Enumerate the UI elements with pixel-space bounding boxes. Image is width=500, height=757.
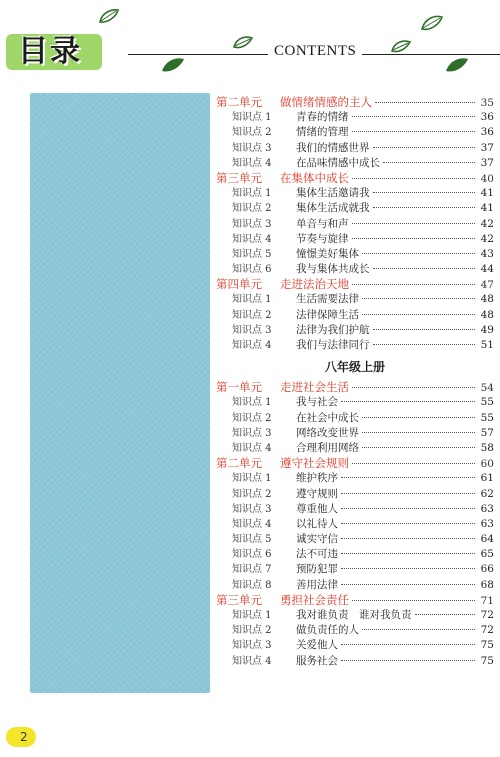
page-number: 2 bbox=[6, 727, 36, 747]
dot-leader bbox=[352, 223, 476, 224]
page-ref: 47 bbox=[480, 279, 494, 292]
decorative-panel bbox=[30, 93, 210, 693]
toc-item-row[interactable] bbox=[216, 232, 494, 247]
dot-leader bbox=[375, 102, 475, 103]
unit-label: 第三单元 bbox=[216, 592, 262, 607]
knowledge-point-title: 法律保障生活 bbox=[296, 308, 359, 321]
dot-leader bbox=[352, 131, 476, 132]
knowledge-point-title: 集体生活成就我 bbox=[296, 202, 370, 215]
dot-leader bbox=[341, 523, 475, 524]
toc-item-row[interactable] bbox=[216, 638, 494, 653]
knowledge-point-title: 关爱他人 bbox=[296, 639, 338, 652]
knowledge-point-title: 法不可违 bbox=[296, 548, 338, 561]
toc-item-row[interactable] bbox=[216, 217, 494, 232]
knowledge-point-title: 憧憬美好集体 bbox=[296, 247, 359, 260]
page-ref: 43 bbox=[480, 247, 494, 260]
dot-leader bbox=[383, 162, 475, 163]
page-ref: 36 bbox=[480, 111, 494, 124]
page-ref: 40 bbox=[480, 172, 494, 185]
knowledge-point-label: 知识点 3 bbox=[232, 142, 272, 154]
page-ref: 35 bbox=[480, 97, 494, 109]
dot-leader bbox=[373, 268, 476, 269]
page-title: 目录 bbox=[18, 34, 82, 69]
dot-leader bbox=[341, 493, 475, 494]
unit-title: 勇担社会责任 bbox=[280, 592, 349, 607]
unit-title: 在集体中成长 bbox=[280, 170, 349, 185]
knowledge-point-label: 知识点 1 bbox=[232, 397, 272, 409]
knowledge-point-label: 知识点 4 bbox=[232, 518, 272, 530]
unit-label: 第四单元 bbox=[216, 277, 262, 292]
knowledge-point-title: 情绪的管理 bbox=[296, 126, 349, 139]
page-ref: 68 bbox=[480, 578, 494, 591]
toc-item-row[interactable] bbox=[216, 487, 494, 502]
page-ref: 60 bbox=[480, 458, 494, 471]
toc-item-row[interactable] bbox=[216, 292, 494, 307]
knowledge-point-label: 知识点 8 bbox=[232, 579, 272, 591]
knowledge-point-title: 在品味情感中成长 bbox=[296, 156, 380, 169]
knowledge-point-label: 知识点 3 bbox=[232, 324, 272, 336]
knowledge-point-title: 遵守规则 bbox=[296, 487, 338, 500]
page-ref: 55 bbox=[480, 396, 494, 409]
knowledge-point-title: 以礼待人 bbox=[296, 517, 338, 530]
knowledge-point-title: 网络改变世界 bbox=[296, 426, 359, 439]
page-ref: 44 bbox=[480, 263, 494, 276]
knowledge-point-title: 我们的情感世界 bbox=[296, 141, 370, 154]
unit-title: 遵守社会规则 bbox=[280, 456, 349, 471]
dot-leader bbox=[415, 614, 476, 615]
knowledge-point-title: 法律为我们护航 bbox=[296, 323, 370, 336]
toc-item-row[interactable] bbox=[216, 623, 494, 638]
knowledge-point-title: 单音与和声 bbox=[296, 217, 349, 230]
unit-label: 第二单元 bbox=[216, 456, 262, 471]
knowledge-point-label: 知识点 4 bbox=[232, 442, 272, 454]
knowledge-point-label: 知识点 2 bbox=[232, 412, 272, 424]
leaf-icon bbox=[390, 38, 412, 54]
toc-unit-row[interactable] bbox=[216, 593, 494, 608]
dot-leader bbox=[362, 447, 475, 448]
page-ref: 37 bbox=[480, 141, 494, 154]
knowledge-point-label: 知识点 4 bbox=[232, 157, 272, 169]
page-ref: 71 bbox=[480, 594, 494, 607]
knowledge-point-title: 集体生活邀请我 bbox=[296, 187, 370, 200]
page-ref: 63 bbox=[480, 517, 494, 530]
grade-heading: 八年级上册 bbox=[324, 360, 385, 375]
page-ref: 62 bbox=[480, 487, 494, 500]
page-ref: 72 bbox=[480, 624, 494, 637]
page-ref: 66 bbox=[480, 563, 494, 576]
toc-unit-row[interactable] bbox=[216, 277, 494, 292]
dot-leader bbox=[362, 417, 475, 418]
toc-unit-row[interactable] bbox=[216, 380, 494, 395]
dot-leader bbox=[362, 253, 475, 254]
knowledge-point-label: 知识点 3 bbox=[232, 503, 272, 515]
dot-leader bbox=[373, 192, 476, 193]
knowledge-point-title: 预防犯罪 bbox=[296, 563, 338, 576]
leaf-icon bbox=[232, 34, 254, 50]
toc-item-row[interactable] bbox=[216, 654, 494, 669]
unit-label: 第二单元 bbox=[216, 95, 262, 109]
knowledge-point-title: 做负责任的人 bbox=[296, 624, 359, 637]
unit-title: 走进法治天地 bbox=[280, 277, 349, 292]
dot-leader bbox=[341, 508, 475, 509]
toc-item-row[interactable] bbox=[216, 441, 494, 456]
toc-item-row[interactable] bbox=[216, 141, 494, 156]
dot-leader bbox=[362, 314, 475, 315]
dot-leader bbox=[373, 344, 476, 345]
toc-unit-row[interactable] bbox=[216, 456, 494, 471]
toc-item-row[interactable] bbox=[216, 186, 494, 201]
knowledge-point-label: 知识点 6 bbox=[232, 549, 272, 561]
knowledge-point-title: 节奏与旋律 bbox=[296, 232, 349, 245]
page-ref: 63 bbox=[480, 502, 494, 515]
knowledge-point-label: 知识点 3 bbox=[232, 218, 272, 230]
toc-item-row[interactable] bbox=[216, 411, 494, 426]
knowledge-point-title: 善用法律 bbox=[296, 578, 338, 591]
knowledge-point-label: 知识点 2 bbox=[232, 309, 272, 321]
toc-item-row[interactable] bbox=[216, 471, 494, 486]
knowledge-point-label: 知识点 1 bbox=[232, 473, 272, 485]
knowledge-point-title: 合理利用网络 bbox=[296, 441, 359, 454]
dot-leader bbox=[341, 401, 475, 402]
page-ref: 42 bbox=[480, 217, 494, 230]
knowledge-point-label: 知识点 1 bbox=[232, 294, 272, 306]
dot-leader bbox=[362, 298, 475, 299]
toc-item-row[interactable] bbox=[216, 395, 494, 410]
dot-leader bbox=[352, 463, 475, 464]
unit-label: 第一单元 bbox=[216, 380, 262, 395]
page-ref: 41 bbox=[480, 202, 494, 215]
page-ref: 36 bbox=[480, 126, 494, 139]
dot-leader bbox=[373, 147, 476, 148]
toc-item-row[interactable] bbox=[216, 247, 494, 262]
leaf-icon bbox=[444, 56, 470, 74]
knowledge-point-label: 知识点 6 bbox=[232, 264, 272, 276]
leaf-icon bbox=[160, 56, 186, 74]
page-ref: 55 bbox=[480, 411, 494, 424]
dot-leader bbox=[373, 329, 476, 330]
knowledge-point-label: 知识点 2 bbox=[232, 203, 272, 215]
toc-item-row[interactable] bbox=[216, 532, 494, 547]
dot-leader bbox=[362, 629, 475, 630]
knowledge-point-label: 知识点 1 bbox=[232, 112, 272, 124]
page-ref: 57 bbox=[480, 426, 494, 439]
dot-leader bbox=[341, 553, 475, 554]
page-ref: 51 bbox=[480, 339, 494, 351]
knowledge-point-title: 我对谁负责 谁对我负责 bbox=[296, 609, 412, 621]
unit-title: 做情绪情感的主人 bbox=[280, 95, 372, 109]
dot-leader bbox=[352, 178, 475, 179]
knowledge-point-title: 诚实守信 bbox=[296, 533, 338, 546]
knowledge-point-label: 知识点 3 bbox=[232, 640, 272, 652]
toc-item-row[interactable] bbox=[216, 608, 494, 623]
leaf-icon bbox=[98, 8, 120, 24]
knowledge-point-label: 知识点 1 bbox=[232, 610, 272, 621]
knowledge-point-label: 知识点 3 bbox=[232, 427, 272, 439]
knowledge-point-label: 知识点 2 bbox=[232, 625, 272, 637]
page-ref: 72 bbox=[480, 609, 494, 621]
knowledge-point-title: 在社会中成长 bbox=[296, 411, 359, 424]
unit-title: 走进社会生活 bbox=[280, 380, 349, 395]
knowledge-point-label: 知识点 2 bbox=[232, 127, 272, 139]
toc-item-row[interactable] bbox=[216, 502, 494, 517]
toc-item-row[interactable] bbox=[216, 562, 494, 577]
toc-item-row[interactable] bbox=[216, 201, 494, 216]
unit-label: 第三单元 bbox=[216, 170, 262, 185]
dot-leader bbox=[362, 432, 475, 433]
page-ref: 42 bbox=[480, 232, 494, 245]
toc-item-row[interactable] bbox=[216, 338, 494, 353]
dot-leader bbox=[341, 584, 475, 585]
page-ref: 75 bbox=[480, 639, 494, 652]
toc-item-row[interactable] bbox=[216, 156, 494, 171]
toc-item-row[interactable] bbox=[216, 262, 494, 277]
toc-unit-row[interactable] bbox=[216, 171, 494, 186]
page-ref: 58 bbox=[480, 441, 494, 454]
page-ref: 65 bbox=[480, 548, 494, 561]
knowledge-point-label: 知识点 1 bbox=[232, 188, 272, 200]
page-ref: 41 bbox=[480, 187, 494, 200]
knowledge-point-title: 我与集体共成长 bbox=[296, 263, 370, 276]
knowledge-point-title: 维护秩序 bbox=[296, 472, 338, 485]
toc-item-row[interactable] bbox=[216, 308, 494, 323]
dot-leader bbox=[341, 568, 475, 569]
dot-leader bbox=[341, 660, 475, 661]
knowledge-point-label: 知识点 4 bbox=[232, 233, 272, 245]
dot-leader bbox=[341, 477, 475, 478]
toc-item-row[interactable] bbox=[216, 125, 494, 140]
dot-leader bbox=[341, 538, 475, 539]
page-ref: 48 bbox=[480, 308, 494, 321]
toc-item-row[interactable] bbox=[216, 517, 494, 532]
knowledge-point-label: 知识点 5 bbox=[232, 248, 272, 260]
knowledge-point-title: 服务社会 bbox=[296, 654, 338, 667]
dot-leader bbox=[352, 284, 475, 285]
page-ref: 61 bbox=[480, 472, 494, 485]
knowledge-point-title: 我与社会 bbox=[296, 396, 338, 409]
dot-leader bbox=[341, 644, 475, 645]
dot-leader bbox=[352, 116, 476, 117]
knowledge-point-title: 我们与法律同行 bbox=[296, 339, 370, 351]
toc-unit-row[interactable] bbox=[216, 95, 494, 110]
page-ref: 54 bbox=[480, 382, 494, 395]
dot-leader bbox=[352, 387, 475, 388]
table-of-contents bbox=[216, 95, 494, 669]
knowledge-point-title: 尊重他人 bbox=[296, 502, 338, 515]
page-ref: 48 bbox=[480, 293, 494, 306]
dot-leader bbox=[373, 207, 476, 208]
page-ref: 49 bbox=[480, 323, 494, 336]
knowledge-point-label: 知识点 4 bbox=[232, 340, 272, 351]
toc-item-row[interactable] bbox=[216, 547, 494, 562]
knowledge-point-label: 知识点 4 bbox=[232, 655, 272, 667]
page-ref: 75 bbox=[480, 654, 494, 667]
toc-item-row[interactable] bbox=[216, 578, 494, 593]
dot-leader bbox=[352, 238, 476, 239]
toc-item-row[interactable] bbox=[216, 323, 494, 338]
page-ref: 37 bbox=[480, 156, 494, 169]
dot-leader bbox=[352, 600, 475, 601]
toc-item-row[interactable] bbox=[216, 110, 494, 125]
knowledge-point-label: 知识点 7 bbox=[232, 564, 272, 576]
knowledge-point-label: 知识点 5 bbox=[232, 534, 272, 546]
toc-item-row[interactable] bbox=[216, 426, 494, 441]
contents-subtitle: CONTENTS bbox=[268, 43, 362, 60]
knowledge-point-title: 生活需要法律 bbox=[296, 293, 359, 306]
knowledge-point-label: 知识点 2 bbox=[232, 488, 272, 500]
leaf-icon bbox=[420, 14, 444, 32]
knowledge-point-title: 青春的情绪 bbox=[296, 111, 349, 124]
page-ref: 64 bbox=[480, 533, 494, 546]
